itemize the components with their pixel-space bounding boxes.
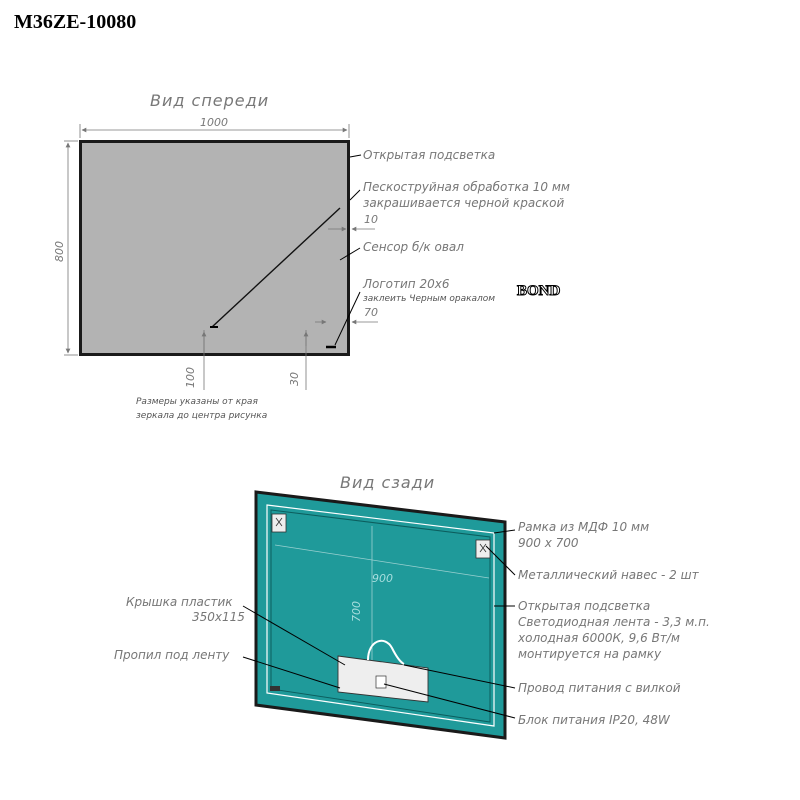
- note-frame-1: Рамка из МДФ 10 мм: [518, 520, 650, 534]
- footnote-2: зеркала до центра рисунка: [136, 411, 268, 421]
- note-light-4: монтируется на рамку: [518, 647, 662, 661]
- psu-box: [376, 676, 386, 688]
- back-view-heading: Вид сзади: [340, 473, 436, 492]
- mirror-back-panel: [256, 492, 505, 738]
- sandblast-dim-label: 10: [364, 213, 378, 226]
- note-logo-1: Логотип 20х6: [363, 277, 450, 291]
- leader-sandblast: [350, 190, 360, 200]
- footnote-1: Размеры указаны от края: [136, 397, 258, 407]
- note-light-2: Светодиодная лента - 3,3 м.п.: [518, 615, 710, 629]
- back-dim-width-label: 900: [372, 572, 393, 585]
- height-dim-label: 800: [53, 241, 66, 262]
- note-open-light: Открытая подсветка: [363, 148, 496, 162]
- product-code: M36ZE-10080: [14, 11, 137, 33]
- bond-logo: BOND: [517, 283, 561, 299]
- note-logo-2: заклеить Черным оракалом: [363, 294, 496, 304]
- note-cover-2: 350х115: [192, 610, 245, 624]
- note-cable: Провод питания с вилкой: [518, 681, 681, 695]
- note-groove: Пропил под ленту: [114, 648, 230, 662]
- leader-open-light: [350, 155, 361, 157]
- note-sandblast-2: закрашивается черной краской: [363, 196, 565, 210]
- logo-dim-label: 70: [364, 306, 378, 319]
- hanger-right: [476, 540, 490, 558]
- back-dim-height-label: 700: [350, 601, 363, 622]
- mirror-front: [81, 142, 349, 355]
- note-sandblast-1: Пескоструйная обработка 10 мм: [363, 180, 570, 194]
- note-light-1: Открытая подсветка: [518, 599, 651, 613]
- offset-left-label: 100: [184, 367, 197, 388]
- hanger-left: [272, 514, 286, 532]
- offset-bottom-label: 30: [288, 372, 301, 386]
- note-hanger: Металлический навес - 2 шт: [518, 568, 699, 582]
- note-light-3: холодная 6000К, 9,6 Вт/м: [518, 631, 680, 645]
- note-frame-2: 900 х 700: [518, 536, 579, 550]
- note-psu: Блок питания IP20, 48W: [518, 713, 670, 727]
- note-cover-1: Крышка пластик: [126, 595, 233, 609]
- width-dim-label: 1000: [200, 116, 228, 129]
- led-connector: [270, 686, 280, 691]
- front-view-heading: Вид спереди: [150, 91, 270, 110]
- note-sensor: Сенсор б/к овал: [363, 240, 464, 254]
